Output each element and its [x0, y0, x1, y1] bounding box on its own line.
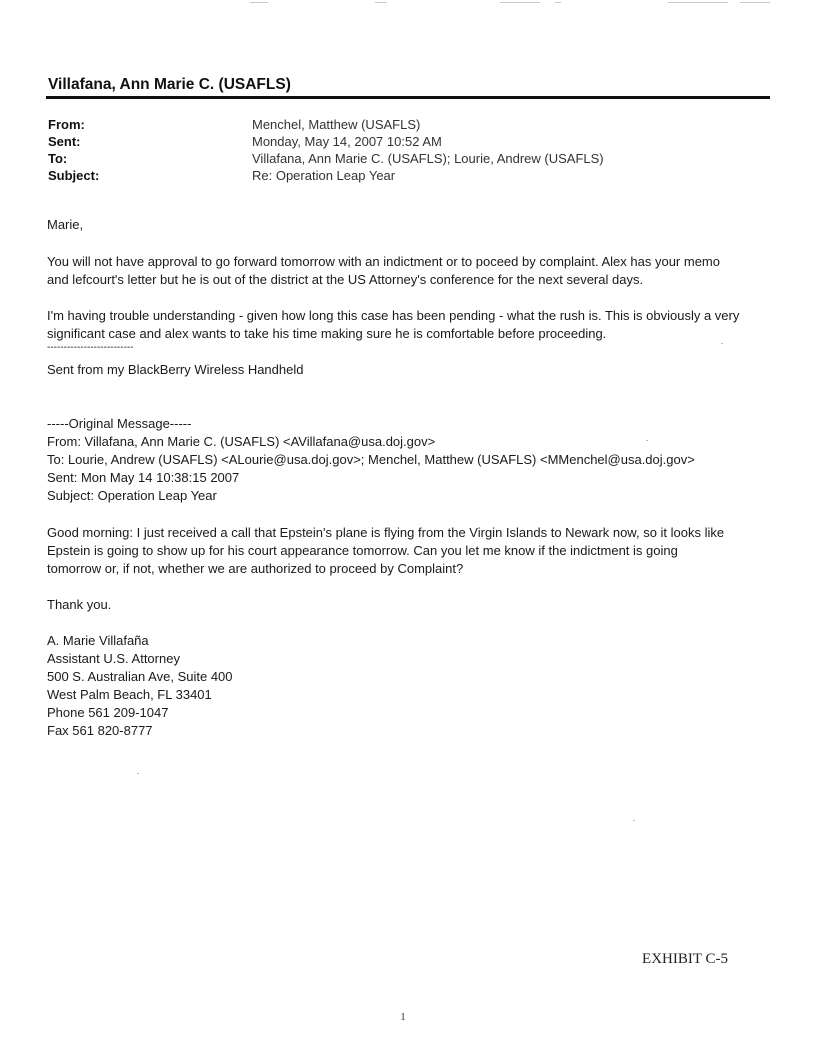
- original-body-line2: Epstein is going to show up for his court appearance tomorrow. Can you let me know if the indictment is going: [47, 543, 678, 558]
- signature-phone: Phone 561 209-1047: [47, 705, 169, 720]
- signature-name: A. Marie Villafaña: [47, 633, 149, 648]
- scan-mark: [555, 2, 561, 3]
- mailbox-owner-title: Villafana, Ann Marie C. (USAFLS): [48, 76, 291, 93]
- original-body-line1: Good morning: I just received a call that Epstein's plane is flying from the Virgin Islands to Newark now, so it looks like: [47, 525, 725, 540]
- original-to: To: Lourie, Andrew (USAFLS) <ALourie@usa.doj.gov>; Menchel, Matthew (USAFLS) <MMenchel@usa.doj.gov>: [47, 452, 695, 467]
- scan-mark: [668, 2, 728, 3]
- signature-title: Assistant U.S. Attorney: [47, 651, 180, 666]
- signature-city: West Palm Beach, FL 33401: [47, 687, 212, 702]
- original-subject: Subject: Operation Leap Year: [47, 488, 217, 503]
- original-from: From: Villafana, Ann Marie C. (USAFLS) <AVillafana@usa.doj.gov>: [47, 434, 436, 449]
- to-label: To:: [48, 151, 68, 166]
- reply-para2-line2: significant case and alex wants to take his time making sure he is comfortable before proceeding.: [47, 326, 607, 341]
- scan-speck: [721, 343, 723, 344]
- subject-value: Re: Operation Leap Year: [252, 168, 396, 183]
- scan-speck: [646, 440, 648, 441]
- signature-address: 500 S. Australian Ave, Suite 400: [47, 669, 233, 684]
- original-body-line3: tomorrow or, if not, whether we are authorized to proceed by Complaint?: [47, 561, 464, 576]
- scan-mark: [500, 2, 540, 3]
- exhibit-label: EXHIBIT C-5: [642, 951, 728, 967]
- reply-signature: Sent from my BlackBerry Wireless Handheld: [47, 362, 304, 377]
- signature-fax: Fax 561 820-8777: [47, 723, 153, 738]
- sent-label: Sent:: [48, 134, 81, 149]
- scan-mark: [250, 2, 268, 3]
- subject-label: Subject:: [48, 168, 100, 183]
- original-message-marker: -----Original Message-----: [47, 416, 192, 431]
- original-sent: Sent: Mon May 14 10:38:15 2007: [47, 470, 240, 485]
- reply-greeting: Marie,: [47, 217, 84, 232]
- original-thanks: Thank you.: [47, 597, 112, 612]
- page-number: 1: [400, 1011, 406, 1023]
- scan-mark: [740, 2, 770, 3]
- header-rule: [46, 96, 770, 99]
- reply-para2-line1: I'm having trouble understanding - given how long this case has been pending - what the rush is. This is obviously a very: [47, 308, 740, 323]
- to-value: Villafana, Ann Marie C. (USAFLS); Lourie, Andrew (USAFLS): [252, 151, 604, 166]
- from-value: Menchel, Matthew (USAFLS): [252, 117, 421, 132]
- scan-speck: [137, 773, 139, 774]
- reply-separator: --------------------------: [47, 342, 134, 353]
- scan-mark: [375, 2, 387, 3]
- scan-speck: [633, 820, 635, 821]
- reply-para1-line2: and lefcourt's letter but he is out of the district at the US Attorney's conference for the next several days.: [47, 272, 644, 287]
- from-label: From:: [48, 117, 85, 132]
- sent-value: Monday, May 14, 2007 10:52 AM: [252, 134, 442, 149]
- reply-para1-line1: You will not have approval to go forward tomorrow with an indictment or to poceed by complaint. Alex has your memo: [47, 254, 720, 269]
